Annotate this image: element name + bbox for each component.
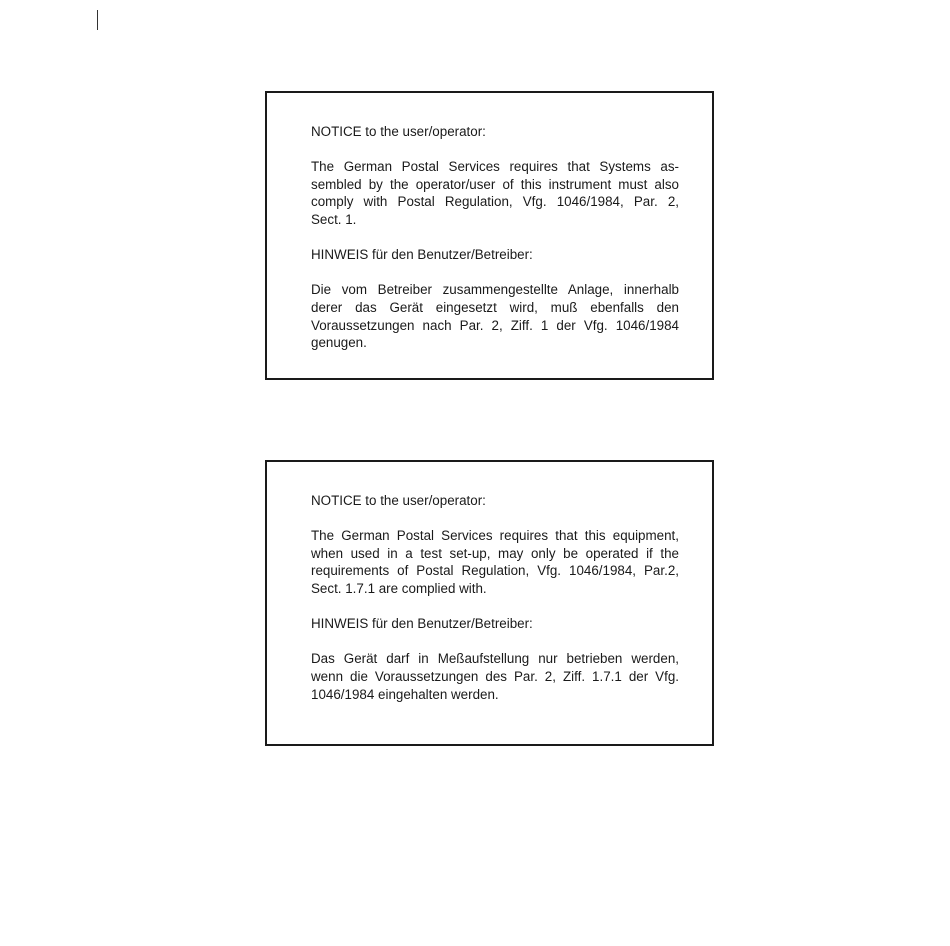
margin-mark xyxy=(97,10,98,30)
german-notice-text xyxy=(311,650,679,703)
notice-content xyxy=(311,123,679,352)
english-notice-text xyxy=(311,158,679,228)
english-notice-heading: NOTICE to the user/operator: xyxy=(311,124,486,139)
notice-box-1 xyxy=(265,91,714,380)
text-line: wenn die Voraussetzungen des Par. 2, Ziff. 1.7.1 der Vfg. xyxy=(311,668,679,684)
text-line: comply with Postal Regulation, Vfg. 1046/1984, Par. 2, xyxy=(311,194,679,210)
text-line: Das Gerät darf in Meßaufstellung nur betrieben werden, xyxy=(311,651,679,667)
text-line: requirements of Postal Regulation, Vfg. 1046/1984, Par.2, xyxy=(311,563,679,579)
notice-content xyxy=(311,492,679,703)
text-line: Sect. 1.7.1 are complied with. xyxy=(311,580,487,596)
text-line: Sect. 1. xyxy=(311,211,357,227)
english-notice-text xyxy=(311,527,679,597)
text-line: sembled by the operator/user of this instrument must also xyxy=(311,176,679,192)
text-line: The German Postal Services requires that Systems as- xyxy=(311,159,679,175)
text-line: Voraussetzungen nach Par. 2, Ziff. 1 der Vfg. 1046/1984 xyxy=(311,317,679,333)
german-notice-heading: HINWEIS für den Benutzer/Betreiber: xyxy=(311,616,533,632)
text-line: derer das Gerät eingesetzt wird, muß ebenfalls den xyxy=(311,299,679,315)
text-line: genugen. xyxy=(311,335,367,351)
text-line: The German Postal Services requires that this equipment, xyxy=(311,528,679,544)
german-notice-text xyxy=(311,281,679,351)
text-line: Die vom Betreiber zusammengestellte Anlage, innerhalb xyxy=(311,282,679,298)
english-notice-heading: NOTICE to the user/operator: xyxy=(311,493,486,508)
text-line: when used in a test set-up, may only be operated if the xyxy=(311,545,679,561)
notice-box-2 xyxy=(265,460,714,746)
german-notice-heading: HINWEIS für den Benutzer/Betreiber: xyxy=(311,247,533,263)
text-line: 1046/1984 eingehalten werden. xyxy=(311,686,499,702)
